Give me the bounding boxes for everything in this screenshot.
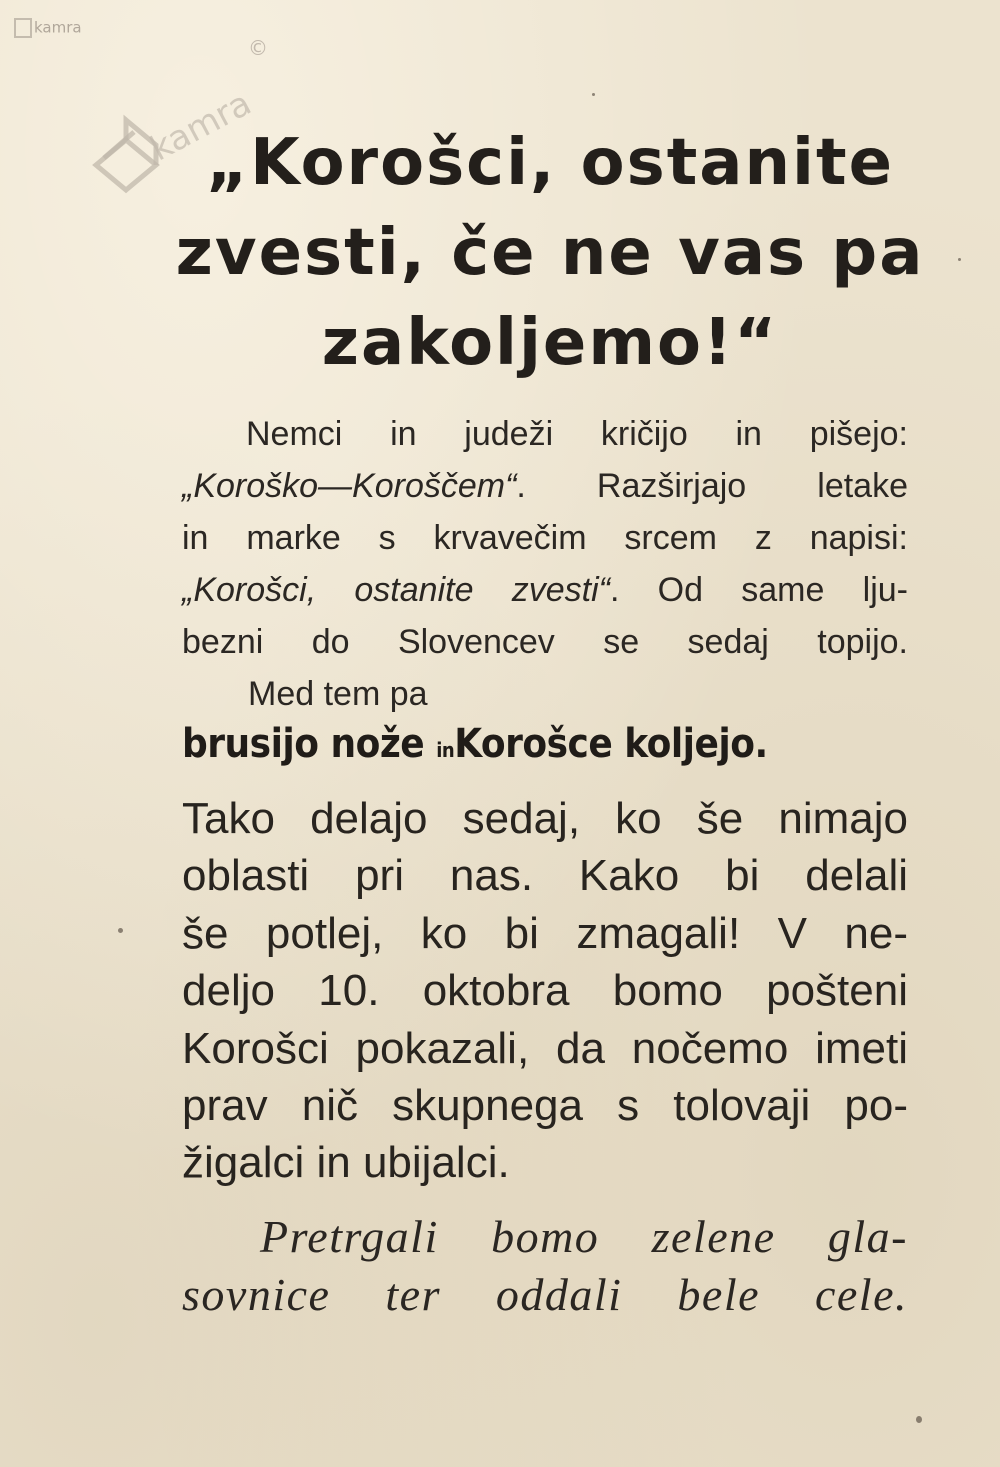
paper-speck (118, 928, 123, 933)
main-line-6: prav nič skupnega s tolovaji po- (182, 1081, 908, 1131)
paragraph-closing (182, 1208, 908, 1324)
paper-speck (958, 258, 961, 261)
emphasis-small-word: in (436, 738, 455, 762)
main-line-7: žigalci in ubijalci. (182, 1138, 510, 1188)
intro-quote-stay-loyal: „Korošci, ostanite zvesti“ (182, 571, 610, 609)
paper-speck (592, 93, 595, 96)
title-line-3: zakoljemo!“ (321, 306, 779, 380)
emphasis-part-2: Korošce koljejo. (454, 721, 768, 767)
intro-line-6: Med tem pa (248, 675, 428, 713)
main-line-1: Tako delajo sedaj, ko še nimajo (182, 794, 908, 843)
title-line-2: zvesti, če ne vas pa (175, 216, 925, 290)
watermark-small-text: kamra (34, 18, 82, 37)
intro-quote-slogan: „Koroško—Koroščem“ (182, 467, 517, 505)
main-line-4: deljo 10. oktobra bomo pošteni (182, 966, 908, 1016)
intro-line-5: bezni do Slovencev se sedaj topijo. (182, 623, 908, 661)
main-line-5: Korošci pokazali, da nočemo imeti (182, 1023, 908, 1073)
paper-speck (916, 1416, 922, 1423)
watermark-copyright: © (248, 36, 268, 60)
main-line-2: oblasti pri nas. Kako bi delali (182, 851, 908, 901)
intro-line-3: in marke s krvavečim srcem z napisi: (182, 519, 908, 557)
main-line-3: še potlej, ko bi zmagali! V ne- (182, 908, 908, 958)
intro-line-1: Nemci in judeži kričijo in pišejo: (246, 415, 908, 453)
intro-line-4 (182, 564, 908, 616)
paragraph-intro (182, 408, 908, 720)
page-title (160, 118, 940, 388)
intro-line-2-rest: . Razširjajo letake (516, 467, 908, 505)
paragraph-main (182, 790, 908, 1192)
watermark-box-icon (14, 18, 32, 38)
closing-line-2: sovnice ter oddali bele cele. (182, 1269, 908, 1320)
emphasis-line (182, 716, 908, 778)
watermark-cube-icon (96, 140, 156, 190)
closing-line-1: Pretrgali bomo zelene gla- (260, 1211, 908, 1262)
title-line-1: „Korošci, ostanite (206, 126, 894, 200)
intro-line-4-rest: . Od same lju- (609, 571, 908, 609)
watermark-small (14, 18, 82, 38)
watermark-logo-text: kamra (143, 83, 258, 170)
emphasis-part-1: brusijo nože (182, 721, 425, 767)
intro-line-2 (182, 460, 908, 512)
